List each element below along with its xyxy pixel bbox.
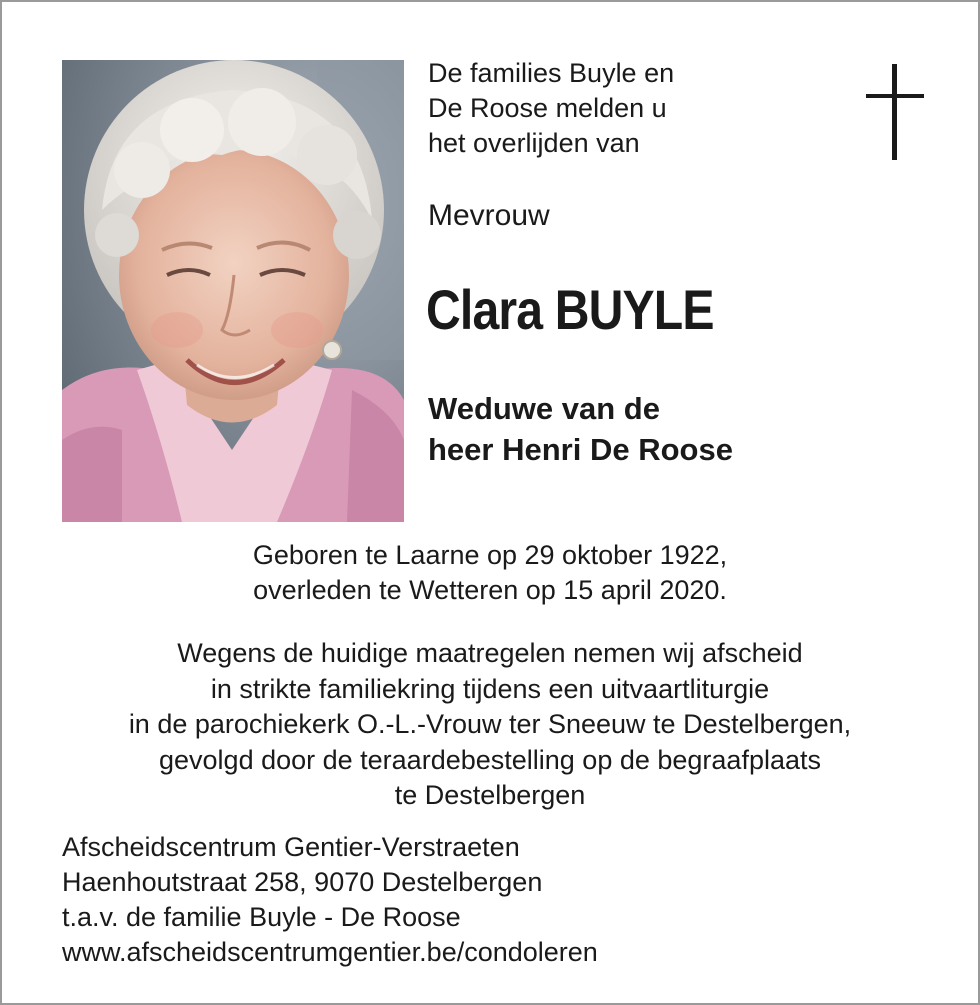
intro-line: De Roose melden u (428, 93, 667, 123)
widow-of (428, 388, 733, 470)
condolence-url[interactable]: www.afscheidscentrumgentier.be/condoleren (62, 937, 598, 967)
funeral-line: gevolgd door de teraardebestelling op de begraafplaats (159, 744, 821, 775)
funeral-details (2, 636, 978, 814)
announcement-intro (428, 56, 674, 161)
funeral-line: Wegens de huidige maatregelen nemen wij afscheid (177, 638, 803, 668)
contact-line: Haenhoutstraat 258, 9070 Destelbergen (62, 867, 543, 897)
intro-line: De families Buyle en (428, 58, 675, 88)
dates-line: overleden te Wetteren op 15 april 2020. (253, 575, 727, 605)
contact-line: Afscheidscentrum Gentier-Verstraeten (62, 832, 520, 862)
deceased-name: Clara BUYLE (426, 278, 714, 341)
funeral-line: te Destelbergen (394, 780, 586, 810)
dates-line: Geboren te Laarne op 29 oktober 1922, (252, 540, 728, 570)
intro-line: het overlijden van (428, 128, 640, 158)
portrait-photo (62, 60, 404, 522)
widow-line: heer Henri De Roose (428, 432, 733, 467)
honorific: Mevrouw (428, 199, 550, 232)
widow-line: Weduwe van de (428, 391, 660, 426)
contact-line: t.a.v. de familie Buyle - De Roose (62, 902, 461, 932)
funeral-line: in de parochiekerk O.-L.-Vrouw ter Sneeuw te Destelbergen, (128, 709, 852, 739)
birth-death-dates (2, 538, 978, 608)
cross-icon (866, 64, 924, 160)
funeral-line: in strikte familiekring tijdens een uitvaartliturgie (210, 673, 770, 704)
contact-address (62, 830, 598, 970)
